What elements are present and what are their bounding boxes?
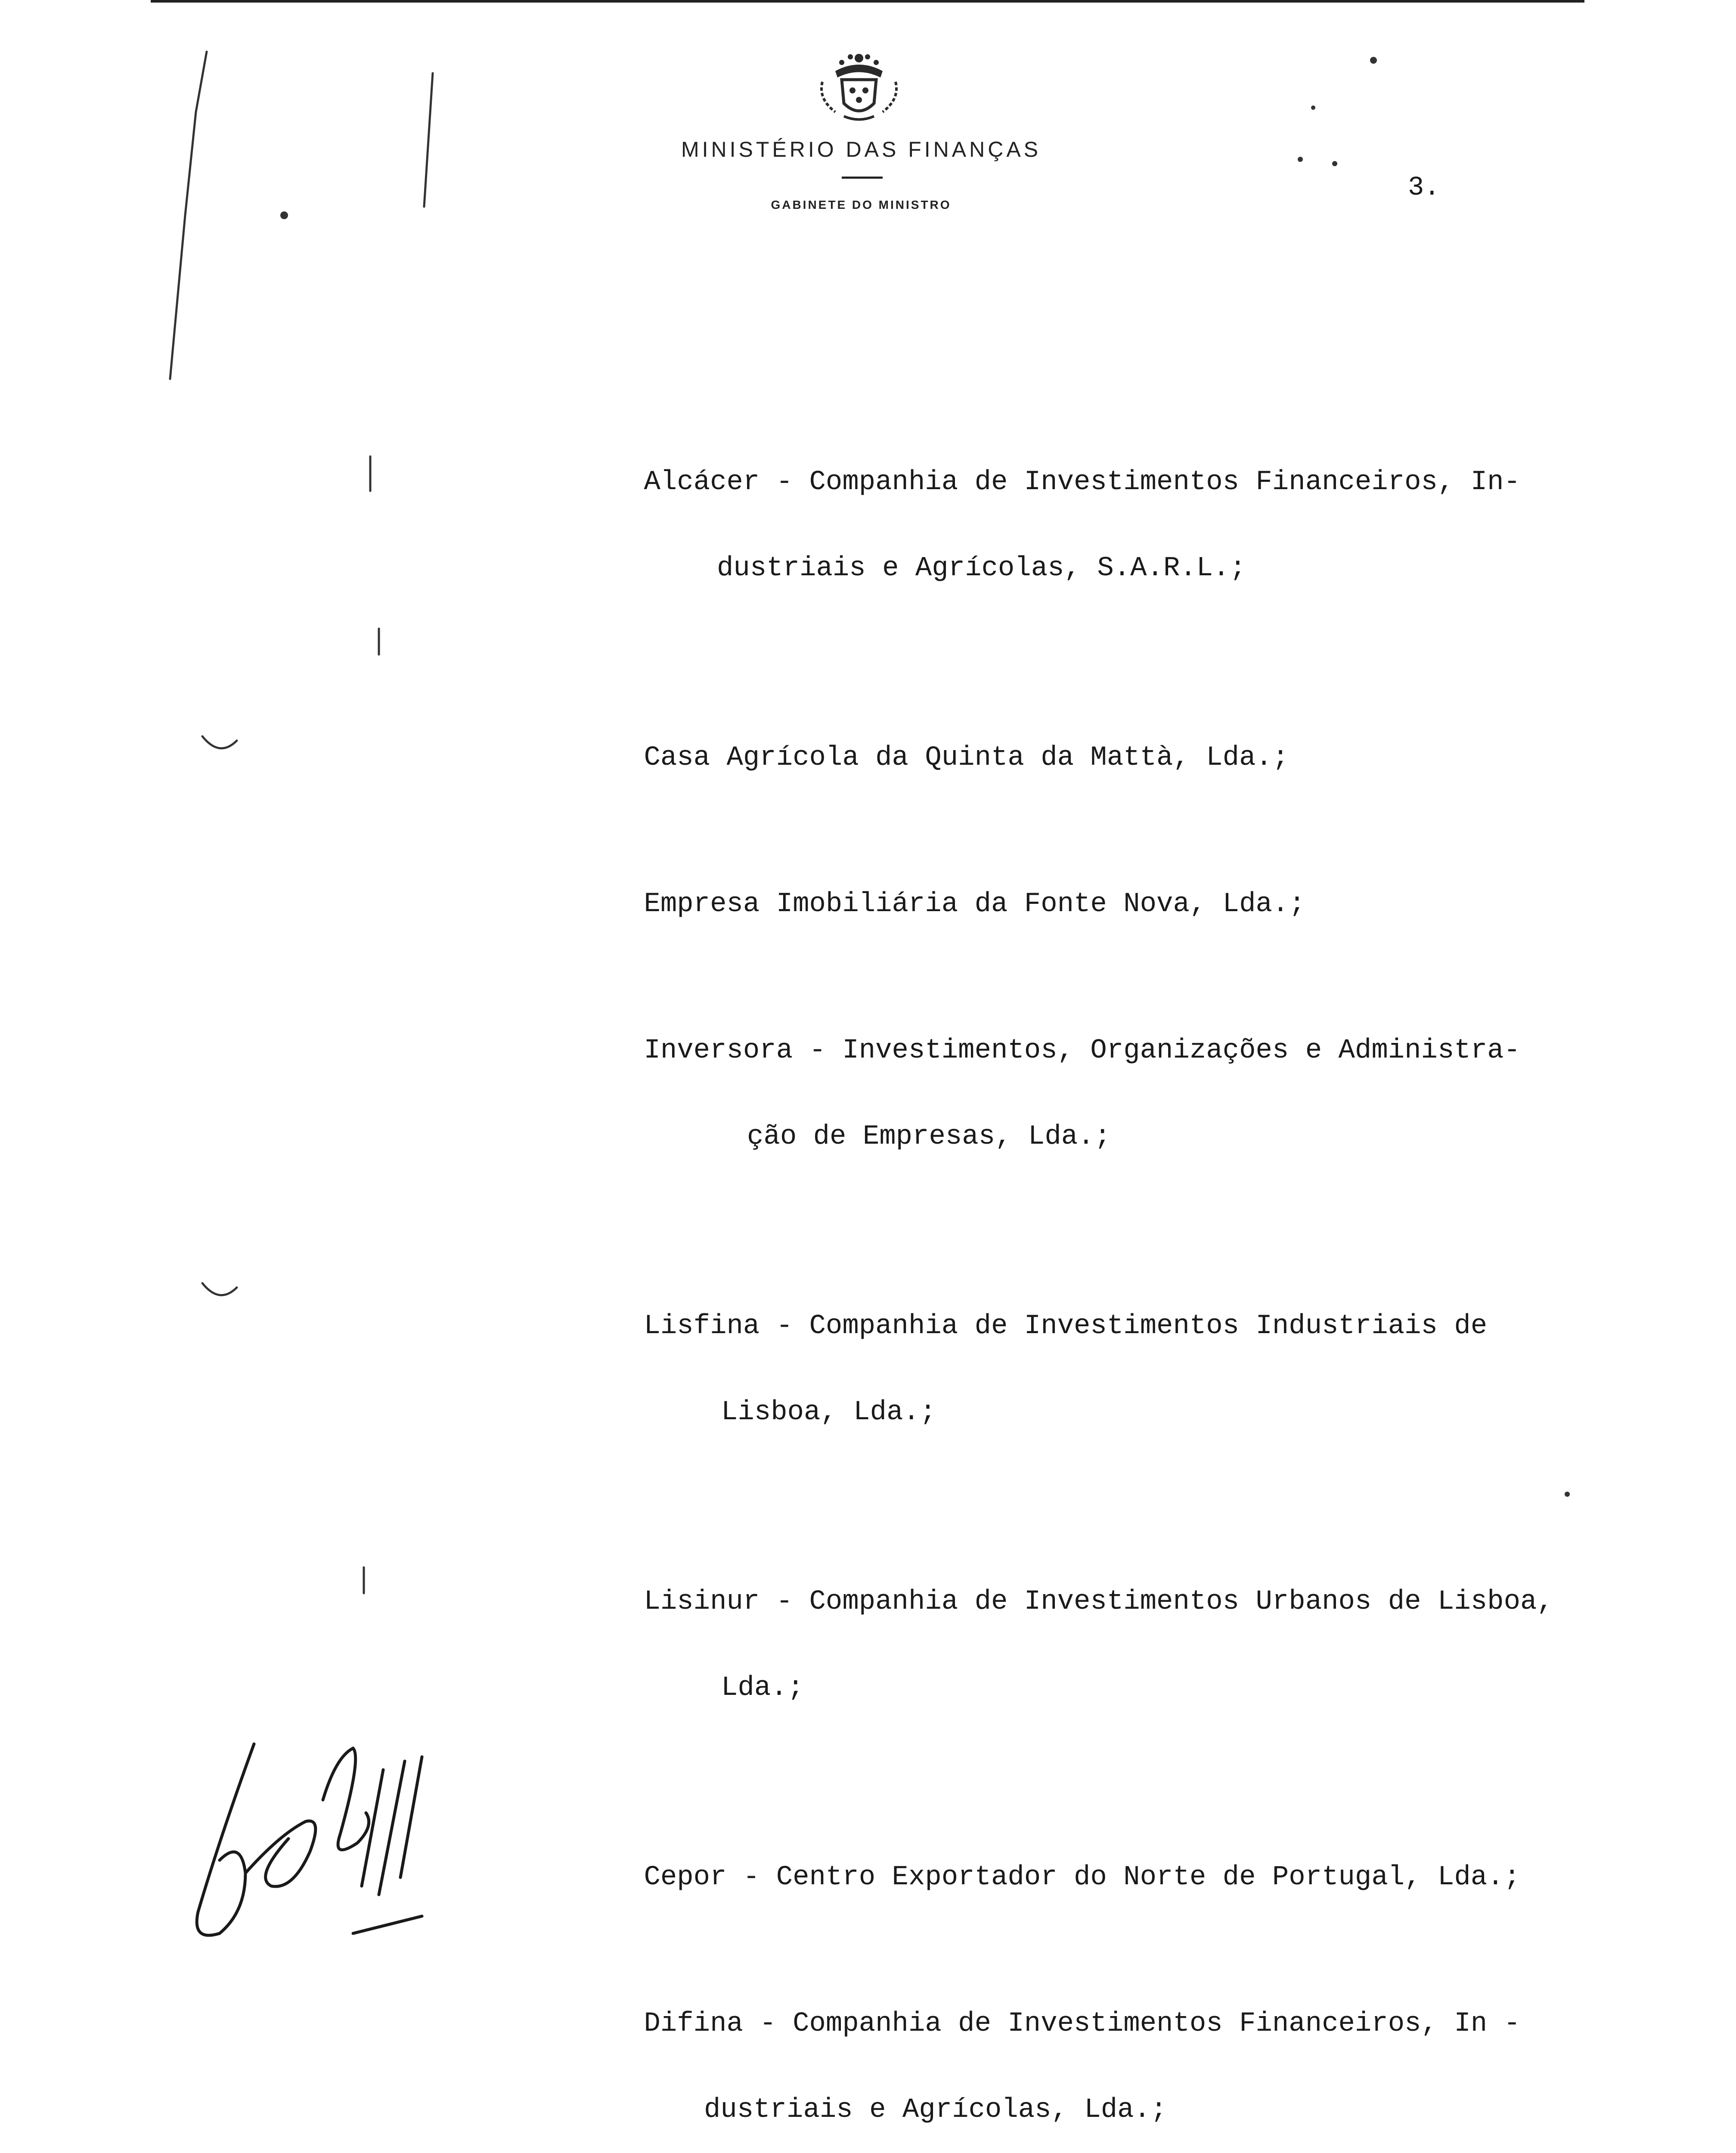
list-item xyxy=(545,1537,1621,1796)
entry-continuation: ção de Empresas, Lda.; xyxy=(747,1121,1111,1152)
list-item xyxy=(545,418,1621,676)
entry-continuation: dustriais e Agrícolas, Lda.; xyxy=(704,2094,1167,2125)
entry-continuation: Lisboa, Lda.; xyxy=(721,1397,936,1428)
list-item xyxy=(545,1262,1621,1520)
company-list xyxy=(545,418,1621,2153)
list-item xyxy=(545,840,1621,969)
list-item xyxy=(545,693,1621,822)
entry-continuation: Lda.; xyxy=(721,1672,804,1703)
entry-line: Empresa Imobiliária da Fonte Nova, Lda.; xyxy=(644,889,1305,920)
handwritten-signature xyxy=(181,1731,491,1955)
entry-line: Difina - Companhia de Investimentos Financeiros, In - xyxy=(644,2008,1520,2039)
top-rule xyxy=(151,0,1584,3)
list-item xyxy=(545,1959,1621,2153)
entry-line: Cepor - Centro Exportador do Norte de Portugal, Lda.; xyxy=(644,1862,1520,1893)
list-item xyxy=(545,986,1621,1244)
cabinet-name: GABINETE DO MINISTRO xyxy=(771,198,952,211)
page-number: 3. xyxy=(1408,172,1440,203)
ministry-divider xyxy=(842,177,883,179)
entry-continuation: dustriais e Agrícolas, S.A.R.L.; xyxy=(717,553,1246,584)
entry-line: Lisfina - Companhia de Investimentos Industriais de xyxy=(644,1311,1488,1342)
entry-line: Lisinur - Companhia de Investimentos Urbanos de Lisboa, xyxy=(644,1586,1553,1617)
entry-line: Alcácer - Companhia de Investimentos Financeiros, In- xyxy=(644,467,1520,498)
coat-of-arms-icon xyxy=(809,47,908,125)
entry-line: Casa Agrícola da Quinta da Mattà, Lda.; xyxy=(644,742,1289,773)
list-item xyxy=(545,1813,1621,1942)
entry-line: Inversora - Investimentos, Organizações e Administra- xyxy=(644,1035,1520,1066)
ministry-name: MINISTÉRIO DAS FINANÇAS xyxy=(681,137,1042,161)
